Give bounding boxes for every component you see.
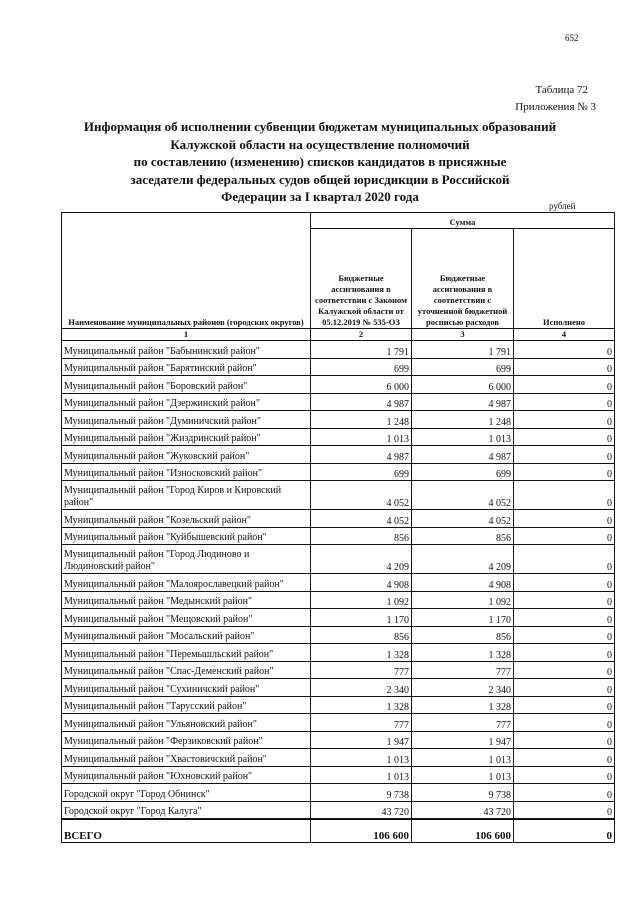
row-c3: 2 340: [412, 679, 514, 697]
row-name: Муниципальный район "Думиничский район": [62, 411, 311, 429]
row-c4: 0: [514, 545, 615, 574]
row-c4: 0: [514, 749, 615, 767]
row-c3: 4 987: [412, 446, 514, 464]
table-row: [62, 527, 615, 545]
row-c3: 43 720: [412, 801, 514, 819]
total-c2: 106 600: [311, 819, 412, 843]
row-c4: 0: [514, 341, 615, 359]
row-c3: 1 328: [412, 644, 514, 662]
row-c4: 0: [514, 766, 615, 784]
row-c3: 4 908: [412, 574, 514, 592]
row-c4: 0: [514, 661, 615, 679]
table-row: [62, 545, 615, 574]
row-c2: 6 000: [311, 376, 412, 394]
total-row: [62, 819, 615, 843]
row-name: Муниципальный район "Хвастовичский район": [62, 749, 311, 767]
table-row: [62, 463, 615, 481]
row-c2: 4 052: [311, 481, 412, 510]
row-c4: 0: [514, 527, 615, 545]
header-col3: Бюджетные ассигнования в соответствии с уточненной бюджетной росписью расходов: [412, 229, 514, 329]
header-col2: Бюджетные ассигнования в соответствии с Законом Калужской области от 05.12.2019 № 535-ОЗ: [311, 229, 412, 329]
row-c3: 699: [412, 358, 514, 376]
table-row: [62, 609, 615, 627]
row-c2: 1 013: [311, 766, 412, 784]
row-name: Муниципальный район "Перемышльский район": [62, 644, 311, 662]
header-num1: 1: [62, 329, 311, 341]
row-c2: 856: [311, 626, 412, 644]
row-name: Муниципальный район "Город Людиново и Людиновский район": [62, 545, 311, 574]
row-c3: 4 052: [412, 510, 514, 528]
row-c3: 9 738: [412, 784, 514, 802]
row-c3: 1 791: [412, 341, 514, 359]
row-c2: 856: [311, 527, 412, 545]
row-name: Городской округ "Город Обнинск": [62, 784, 311, 802]
total-c4: 0: [514, 819, 615, 843]
row-c2: 1 170: [311, 609, 412, 627]
row-c2: 1 791: [311, 341, 412, 359]
row-c2: 4 908: [311, 574, 412, 592]
row-c4: 0: [514, 376, 615, 394]
table-row: [62, 341, 615, 359]
row-c2: 4 052: [311, 510, 412, 528]
row-c3: 1 013: [412, 749, 514, 767]
header-name: Наименование муниципальных районов (городских округов): [62, 213, 311, 329]
row-c4: 0: [514, 358, 615, 376]
row-c4: 0: [514, 696, 615, 714]
table-row: [62, 801, 615, 819]
row-c3: 1 947: [412, 731, 514, 749]
row-c4: 0: [514, 784, 615, 802]
table-row: [62, 446, 615, 464]
row-name: Муниципальный район "Боровский район": [62, 376, 311, 394]
row-name: Городской округ "Город Калуга": [62, 801, 311, 819]
row-c2: 4 987: [311, 393, 412, 411]
row-name: Муниципальный район "Износковский район": [62, 463, 311, 481]
title-line: заседатели федеральных судов общей юрисдикции в Российской: [130, 171, 510, 187]
row-c4: 0: [514, 446, 615, 464]
row-c3: 1 170: [412, 609, 514, 627]
row-c4: 0: [514, 428, 615, 446]
row-name: Муниципальный район "Дзержинский район": [62, 393, 311, 411]
row-c3: 4 209: [412, 545, 514, 574]
row-name: Муниципальный район "Тарусский район": [62, 696, 311, 714]
table-row: [62, 481, 615, 510]
table-row: [62, 591, 615, 609]
row-c3: 1 013: [412, 766, 514, 784]
row-c4: 0: [514, 626, 615, 644]
row-c4: 0: [514, 714, 615, 732]
row-c2: 1 328: [311, 644, 412, 662]
total-c3: 106 600: [412, 819, 514, 843]
row-name: Муниципальный район "Юхновский район": [62, 766, 311, 784]
row-c4: 0: [514, 411, 615, 429]
row-c2: 1 013: [311, 428, 412, 446]
row-c3: 1 328: [412, 696, 514, 714]
header-num3: 3: [412, 329, 514, 341]
row-c2: 1 248: [311, 411, 412, 429]
row-c4: 0: [514, 731, 615, 749]
row-c3: 856: [412, 527, 514, 545]
row-c4: 0: [514, 609, 615, 627]
row-name: Муниципальный район "Барятинский район": [62, 358, 311, 376]
row-c2: 1 092: [311, 591, 412, 609]
header-sum: Сумма: [311, 213, 615, 229]
row-c4: 0: [514, 510, 615, 528]
row-c2: 777: [311, 661, 412, 679]
row-c4: 0: [514, 591, 615, 609]
row-c4: 0: [514, 679, 615, 697]
row-name: Муниципальный район "Ульяновский район": [62, 714, 311, 732]
row-c2: 9 738: [311, 784, 412, 802]
table-row: [62, 766, 615, 784]
table-row: [62, 696, 615, 714]
row-c4: 0: [514, 644, 615, 662]
row-name: Муниципальный район "Жиздринский район": [62, 428, 311, 446]
row-c3: 699: [412, 463, 514, 481]
row-name: Муниципальный район "Козельский район": [62, 510, 311, 528]
total-name: ВСЕГО: [62, 819, 311, 843]
table-label: Таблица 72: [535, 84, 588, 96]
row-name: Муниципальный район "Жуковский район": [62, 446, 311, 464]
row-c2: 4 209: [311, 545, 412, 574]
table-row: [62, 626, 615, 644]
table-row: [62, 644, 615, 662]
title-line: по составлению (изменению) списков кандидатов в присяжные: [133, 154, 507, 169]
row-c3: 777: [412, 714, 514, 732]
table-row: [62, 393, 615, 411]
row-c2: 1 947: [311, 731, 412, 749]
row-name: Муниципальный район "Спас-Деменский район": [62, 661, 311, 679]
currency-note: рублей: [549, 201, 576, 211]
header-col4: Исполнено: [514, 229, 615, 329]
row-name: Муниципальный район "Город Киров и Кировский район": [62, 481, 311, 510]
row-c3: 4 052: [412, 481, 514, 510]
row-name: Муниципальный район "Малоярославецкий район": [62, 574, 311, 592]
row-name: Муниципальный район "Ферзиковский район": [62, 731, 311, 749]
row-c3: 1 248: [412, 411, 514, 429]
row-c4: 0: [514, 481, 615, 510]
table-row: [62, 376, 615, 394]
row-c3: 4 987: [412, 393, 514, 411]
row-c3: 1 013: [412, 428, 514, 446]
row-name: Муниципальный район "Мещовский район": [62, 609, 311, 627]
row-name: Муниципальный район "Бабынинский район": [62, 341, 311, 359]
row-c2: 1 013: [311, 749, 412, 767]
table-row: [62, 714, 615, 732]
row-c2: 2 340: [311, 679, 412, 697]
row-name: Муниципальный район "Куйбышевский район": [62, 527, 311, 545]
row-c4: 0: [514, 801, 615, 819]
table-row: [62, 749, 615, 767]
row-c2: 699: [311, 463, 412, 481]
table-row: [62, 574, 615, 592]
row-name: Муниципальный район "Мосальский район": [62, 626, 311, 644]
page-number: 652: [565, 33, 579, 43]
row-c3: 856: [412, 626, 514, 644]
row-c3: 1 092: [412, 591, 514, 609]
row-c4: 0: [514, 463, 615, 481]
row-c2: 777: [311, 714, 412, 732]
row-c3: 777: [412, 661, 514, 679]
row-c2: 43 720: [311, 801, 412, 819]
appendix-label: Приложения № 3: [515, 101, 596, 113]
table-row: [62, 731, 615, 749]
header-num2: 2: [311, 329, 412, 341]
row-name: Муниципальный район "Сухиничский район": [62, 679, 311, 697]
table-row: [62, 510, 615, 528]
row-name: Муниципальный район "Медынский район": [62, 591, 311, 609]
subvention-table: [61, 212, 615, 843]
table-row: [62, 358, 615, 376]
title-line: Калужской области на осуществление полномочий: [170, 136, 470, 152]
document-title: [60, 118, 580, 206]
table-row: [62, 679, 615, 697]
row-c2: 4 987: [311, 446, 412, 464]
row-c3: 6 000: [412, 376, 514, 394]
row-c4: 0: [514, 574, 615, 592]
table-row: [62, 411, 615, 429]
title-line: Информация об исполнении субвенции бюджетам муниципальных образований: [83, 119, 557, 134]
row-c2: 699: [311, 358, 412, 376]
header-num4: 4: [514, 329, 615, 341]
table-row: [62, 784, 615, 802]
title-line: Федерации за I квартал 2020 года: [221, 189, 419, 204]
table-row: [62, 428, 615, 446]
row-c4: 0: [514, 393, 615, 411]
table-row: [62, 661, 615, 679]
row-c2: 1 328: [311, 696, 412, 714]
